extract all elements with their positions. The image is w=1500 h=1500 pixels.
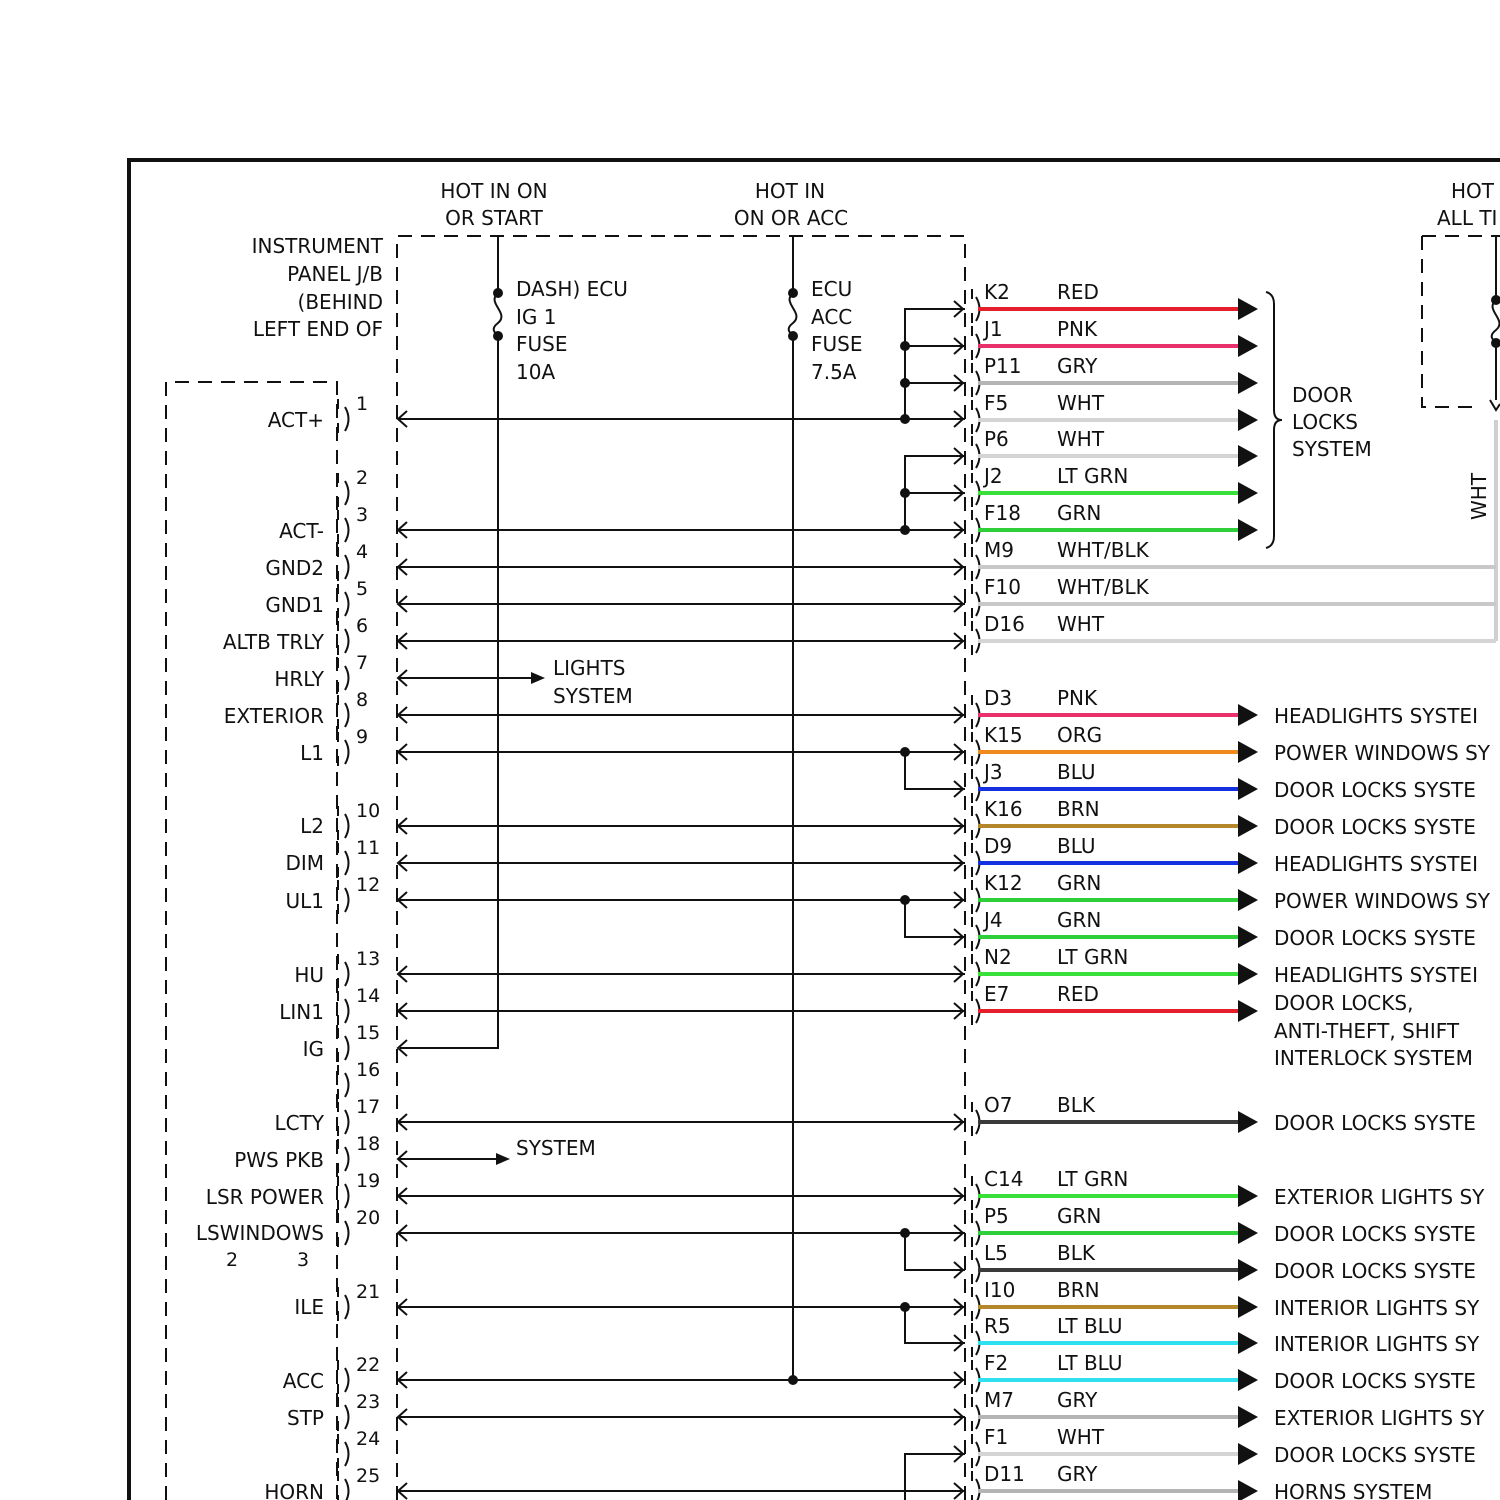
wire-pin-code: K16: [984, 797, 1023, 821]
ecu-pin-label: LCTY: [274, 1111, 324, 1135]
ecu-pin-label: DIM: [285, 851, 324, 875]
wire-pin-code: R5: [984, 1314, 1011, 1338]
wire-destination: POWER WINDOWS SY: [1274, 889, 1490, 913]
ecu-pin-number: 16: [356, 1059, 381, 1081]
ecu-pin-number: 18: [356, 1133, 381, 1155]
ecu-pin-number: 11: [356, 837, 381, 859]
ecu-pin-number: 22: [356, 1354, 381, 1376]
jb-connector-bracket: [972, 732, 980, 766]
wire-arrowhead: [1238, 1406, 1258, 1428]
jb-connector-bracket: [972, 289, 980, 323]
ecu-connector-bracket: [338, 473, 349, 507]
acc-fuse-icon: [789, 293, 797, 336]
wire-color-name: WHT/BLK: [1057, 538, 1149, 562]
wire-color-name: GRN: [1057, 1204, 1102, 1228]
jb-connector-bracket: [972, 363, 980, 397]
wire-color-name: RED: [1057, 982, 1099, 1006]
ecu-pin-label: EXTERIOR: [223, 704, 324, 728]
wire-arrowhead: [1238, 1185, 1258, 1207]
ecu-pin-label: GND2: [265, 556, 324, 580]
wire-color-name: GRN: [1057, 871, 1102, 895]
wire-color-name: BLK: [1057, 1093, 1095, 1117]
ecu-pin-number: 13: [356, 948, 381, 970]
jb-connector-bracket: [972, 1102, 980, 1136]
wire-arrowhead: [1238, 1369, 1258, 1391]
splice-dot: [900, 341, 910, 351]
jb-connector-bracket: [972, 917, 980, 951]
jb-label-line3: (BEHIND: [297, 290, 383, 314]
wire-arrowhead: [1238, 519, 1258, 541]
wire-pin-code: M9: [984, 538, 1014, 562]
wire-pin-code: D3: [984, 686, 1013, 710]
lights-system-arrow: [531, 672, 545, 684]
wire-pin-code: I10: [984, 1278, 1016, 1302]
ecu-pin-number: 3: [356, 504, 369, 526]
jb-connector-bracket: [972, 991, 980, 1025]
jb-connector-bracket: [972, 400, 980, 434]
wire-pin-code: J1: [984, 317, 1003, 341]
ecu-pin-number: 14: [356, 985, 381, 1007]
wire-color-name: RED: [1057, 280, 1099, 304]
ecu-connector-bracket: [338, 1102, 349, 1136]
wire-pin-code: M7: [984, 1388, 1014, 1412]
ecu-connector-bracket: [338, 991, 349, 1025]
ecu-pin-label: LIN1: [279, 1000, 324, 1024]
ecu-pin-label: ACC: [282, 1369, 324, 1393]
wire-destination: POWER WINDOWS SY: [1274, 741, 1490, 765]
ecu-pin-number: 17: [356, 1096, 381, 1118]
side-wire-label: WHT: [1467, 472, 1491, 520]
hot-all-times-line1: HOT: [1451, 179, 1494, 203]
door-locks-brace: [1266, 292, 1282, 548]
jb-connector-bracket: [972, 1434, 980, 1468]
wire-destination: DOOR LOCKS SYSTE: [1274, 1222, 1476, 1246]
wire-arrowhead: [1238, 815, 1258, 837]
wire-color-name: GRN: [1057, 908, 1102, 932]
wire-pin-code: P5: [984, 1204, 1009, 1228]
wire-pin-code: F18: [984, 501, 1021, 525]
ecu-pin-label: LSR POWER: [205, 1185, 324, 1209]
splice-dot: [900, 378, 910, 388]
wire-color-name: WHT: [1057, 427, 1105, 451]
ig1-bus-wire: [400, 336, 498, 1048]
output-wire-group: [972, 280, 1496, 1500]
ecu-pin-number: 25: [356, 1465, 381, 1487]
ecu-connector-bracket: [338, 806, 349, 840]
ecu-connector-bracket: [338, 954, 349, 988]
wire-arrowhead: [1238, 1259, 1258, 1281]
sub-label-3: 3: [296, 1249, 310, 1271]
system-arrow: [496, 1153, 510, 1165]
ecu-pin-label: HORN: [264, 1480, 324, 1500]
wire-pin-code: P6: [984, 427, 1009, 451]
jb-connector-bracket: [972, 1360, 980, 1394]
wire-arrowhead: [1238, 778, 1258, 800]
ecu-connector-bracket: [338, 695, 349, 729]
jb-label-line1: INSTRUMENT: [251, 234, 383, 258]
sub-label-2: 2: [225, 1249, 239, 1271]
ecu-pin-label: ALTB TRLY: [222, 630, 324, 654]
ecu-pin-label: ILE: [294, 1295, 324, 1319]
jb-connector-bracket: [972, 473, 980, 507]
acc-fuse-label-2: ACC: [811, 305, 853, 329]
ecu-pin-number: 10: [356, 800, 381, 822]
jb-connector-bracket: [972, 880, 980, 914]
ecu-connector-bracket: [338, 1434, 349, 1468]
wire-arrowhead: [1238, 335, 1258, 357]
ig1-fuse-label-2: IG 1: [516, 305, 557, 329]
jb-connector-bracket: [972, 843, 980, 877]
hot-all-times-fuse-icon: [1492, 300, 1500, 343]
acc-fuse-label-4: 7.5A: [811, 360, 857, 384]
multi-dest-3: INTERLOCK SYSTEM: [1274, 1046, 1473, 1070]
wire-color-name: ORG: [1057, 723, 1103, 747]
wire-arrowhead: [1238, 409, 1258, 431]
ecu-connector-bracket: [338, 843, 349, 877]
wire-color-name: GRY: [1057, 1462, 1098, 1486]
ecu-connector-bracket: [338, 1213, 349, 1247]
wire-color-name: BRN: [1057, 797, 1100, 821]
wire-destination: DOOR LOCKS SYSTE: [1274, 1111, 1476, 1135]
ecu-pin-label: STP: [287, 1406, 324, 1430]
wire-pin-code: K12: [984, 871, 1023, 895]
ig1-fuse-icon: [494, 293, 502, 336]
ecu-pin-number: 5: [356, 578, 369, 600]
wire-pin-code: J2: [984, 464, 1003, 488]
wire-pin-code: E7: [984, 982, 1010, 1006]
wire-destination: DOOR LOCKS SYSTE: [1274, 778, 1476, 802]
ecu-pin-label: HRLY: [274, 667, 324, 691]
wire-arrowhead: [1238, 963, 1258, 985]
ecu-outline: [166, 382, 337, 1500]
lights-system-1: LIGHTS: [553, 656, 626, 680]
ecu-pin-number: 8: [356, 689, 369, 711]
wire-color-name: BLU: [1057, 760, 1096, 784]
door-locks-group-3: SYSTEM: [1292, 437, 1372, 461]
ecu-pin-label: GND1: [265, 593, 324, 617]
jb-connector-bracket: [972, 547, 980, 581]
wire-destination: EXTERIOR LIGHTS SY: [1274, 1406, 1485, 1430]
ecu-pin-number: 4: [356, 541, 369, 563]
ecu-pin-number: 23: [356, 1391, 381, 1413]
ecu-connector-bracket: [338, 1287, 349, 1321]
wire-arrowhead: [1238, 889, 1258, 911]
wire-color-name: GRN: [1057, 501, 1102, 525]
hot-all-times-box: [1422, 236, 1480, 407]
ig1-fuse-label-1: DASH) ECU: [516, 277, 628, 301]
wire-pin-code: D9: [984, 834, 1013, 858]
jb-connector-bracket: [972, 621, 980, 655]
door-locks-group-1: DOOR: [1292, 383, 1353, 407]
wire-pin-code: O7: [984, 1093, 1013, 1117]
ecu-connector-bracket: [338, 584, 349, 618]
wire-pin-code: K15: [984, 723, 1023, 747]
wire-destination: DOOR LOCKS SYSTE: [1274, 815, 1476, 839]
ecu-connector-bracket: [338, 880, 349, 914]
ecu-connector-bracket: [338, 510, 349, 544]
ig1-fuse-label-4: 10A: [516, 360, 556, 384]
wire-destination: INTERIOR LIGHTS SY: [1274, 1332, 1480, 1356]
ecu-pin-number: 24: [356, 1428, 381, 1450]
wire-destination: HEADLIGHTS SYSTEI: [1274, 852, 1478, 876]
wire-arrowhead: [1238, 1000, 1258, 1022]
wire-color-name: LT GRN: [1057, 464, 1129, 488]
wire-destination: HORNS SYSTEM: [1274, 1480, 1433, 1500]
wire-arrowhead: [1238, 1296, 1258, 1318]
multi-dest-1: DOOR LOCKS,: [1274, 991, 1414, 1015]
wire-color-name: BLU: [1057, 834, 1096, 858]
jb-label-line2: PANEL J/B: [287, 262, 383, 286]
jb-connector-bracket: [972, 436, 980, 470]
wire-color-name: PNK: [1057, 317, 1098, 341]
jb-connector-bracket: [972, 326, 980, 360]
jb-connector-bracket: [972, 806, 980, 840]
jb-connector-bracket: [972, 1213, 980, 1247]
system-label: SYSTEM: [516, 1136, 596, 1160]
wire-destination: INTERIOR LIGHTS SY: [1274, 1296, 1480, 1320]
door-locks-group-2: LOCKS: [1292, 410, 1358, 434]
wire-destination: DOOR LOCKS SYSTE: [1274, 926, 1476, 950]
ecu-pin-number: 12: [356, 874, 381, 896]
wire-arrowhead: [1238, 1480, 1258, 1500]
wire-arrowhead: [1238, 741, 1258, 763]
splice-branch: [905, 309, 965, 419]
wire-destination: DOOR LOCKS SYSTE: [1274, 1443, 1476, 1467]
ecu-pin-number: 1: [356, 393, 369, 415]
wire-pin-code: N2: [984, 945, 1012, 969]
wire-destination: DOOR LOCKS SYSTE: [1274, 1369, 1476, 1393]
ecu-pin-label: LSWINDOWS: [195, 1221, 324, 1245]
lights-system-2: SYSTEM: [553, 684, 633, 708]
wire-pin-code: D16: [984, 612, 1025, 636]
splice-dot: [900, 488, 910, 498]
ecu-connector-bracket: [338, 1471, 349, 1500]
ecu-pin-number: 2: [356, 467, 369, 489]
wire-arrowhead: [1238, 482, 1258, 504]
wire-pin-code: L5: [984, 1241, 1008, 1265]
wire-color-name: LT BLU: [1057, 1314, 1123, 1338]
ecu-pin-number: 6: [356, 615, 369, 637]
jb-connector-bracket: [972, 1287, 980, 1321]
jb-connector-bracket: [972, 695, 980, 729]
wire-arrowhead: [1238, 298, 1258, 320]
ecu-connector-bracket: [338, 658, 349, 692]
wire-arrowhead: [1238, 1443, 1258, 1465]
ecu-pin-number: 19: [356, 1170, 381, 1192]
hot-all-times-connector: [1490, 400, 1500, 410]
wire-arrowhead: [1238, 445, 1258, 467]
wire-color-name: LT GRN: [1057, 945, 1129, 969]
wire-arrowhead: [1238, 1222, 1258, 1244]
wire-color-name: WHT/BLK: [1057, 575, 1149, 599]
jb-connector-bracket: [972, 769, 980, 803]
hot-on-start-line2: OR START: [445, 206, 543, 230]
acc-fuse-label-3: FUSE: [811, 332, 863, 356]
ecu-connector-bracket: [338, 1139, 349, 1173]
jb-connector-bracket: [972, 1397, 980, 1431]
ecu-pin-label: ACT-: [279, 519, 324, 543]
jb-connector-bracket: [972, 1323, 980, 1357]
wire-pin-code: J4: [984, 908, 1003, 932]
splice-dot: [900, 414, 910, 424]
ecu-pin-label: PWS PKB: [234, 1148, 324, 1172]
wire-pin-code: J3: [984, 760, 1003, 784]
wire-color-name: WHT: [1057, 1425, 1105, 1449]
wire-pin-code: F1: [984, 1425, 1009, 1449]
wire-destination: EXTERIOR LIGHTS SY: [1274, 1185, 1485, 1209]
wire-arrowhead: [1238, 852, 1258, 874]
ecu-connector-bracket: [338, 1065, 349, 1099]
ecu-pin-number: 9: [356, 726, 369, 748]
wire-color-name: PNK: [1057, 686, 1098, 710]
ecu-pin-label: L2: [300, 814, 324, 838]
wire-color-name: LT BLU: [1057, 1351, 1123, 1375]
ecu-pin-number: 7: [356, 652, 369, 674]
jb-wire-group: [398, 301, 965, 1500]
ecu-pin-label: UL1: [285, 889, 324, 913]
wire-destination: HEADLIGHTS SYSTEI: [1274, 704, 1478, 728]
hot-on-acc-line2: ON OR ACC: [733, 206, 849, 230]
ecu-pin-number: 20: [356, 1207, 381, 1229]
splice-dot: [900, 525, 910, 535]
wire-color-name: BRN: [1057, 1278, 1100, 1302]
ecu-pin-label: ACT+: [267, 408, 324, 432]
wire-pin-code: C14: [984, 1167, 1024, 1191]
jb-connector-bracket: [972, 510, 980, 544]
wire-color-name: WHT: [1057, 612, 1105, 636]
wire-color-name: LT GRN: [1057, 1167, 1129, 1191]
ecu-connector-bracket: [338, 1176, 349, 1210]
junction-block-outline: [397, 236, 965, 1500]
wire-arrowhead: [1238, 372, 1258, 394]
hot-on-acc-line1: HOT IN: [754, 179, 826, 203]
wire-color-name: GRY: [1057, 1388, 1098, 1412]
wire-arrowhead: [1238, 1332, 1258, 1354]
ecu-pin-group: [196, 393, 380, 1500]
wire-pin-code: D11: [984, 1462, 1025, 1486]
wire-pin-code: K2: [984, 280, 1010, 304]
ecu-connector-bracket: [338, 732, 349, 766]
ecu-pin-number: 21: [356, 1281, 381, 1303]
jb-connector-bracket: [972, 954, 980, 988]
wire-destination: DOOR LOCKS SYSTE: [1274, 1259, 1476, 1283]
jb-connector-bracket: [972, 1471, 980, 1500]
wire-pin-code: F10: [984, 575, 1021, 599]
jb-connector-bracket: [972, 1176, 980, 1210]
jb-connector-bracket: [972, 584, 980, 618]
ecu-pin-label: IG: [302, 1037, 324, 1061]
jb-label-line4: LEFT END OF: [252, 317, 383, 341]
wire-color-name: WHT: [1057, 391, 1105, 415]
wire-pin-code: F2: [984, 1351, 1009, 1375]
wire-destination: HEADLIGHTS SYSTEI: [1274, 963, 1478, 987]
ecu-connector-bracket: [338, 1028, 349, 1062]
ecu-pin-label: L1: [300, 741, 324, 765]
wire-arrowhead: [1238, 1111, 1258, 1133]
wire-color-name: GRY: [1057, 354, 1098, 378]
ecu-connector-bracket: [338, 1397, 349, 1431]
hot-on-start-line1: HOT IN ON: [440, 179, 548, 203]
wire-pin-code: P11: [984, 354, 1022, 378]
multi-dest-2: ANTI-THEFT, SHIFT: [1274, 1019, 1460, 1043]
ecu-connector-bracket: [338, 621, 349, 655]
ecu-pin-number: 15: [356, 1022, 381, 1044]
wire-pin-code: F5: [984, 391, 1009, 415]
wire-arrowhead: [1238, 926, 1258, 948]
jb-connector-bracket: [972, 1250, 980, 1284]
ecu-pin-label: HU: [294, 963, 324, 987]
ecu-connector-bracket: [338, 399, 349, 433]
hot-all-times-line2: ALL TI: [1437, 206, 1498, 230]
wire-arrowhead: [1238, 704, 1258, 726]
ecu-connector-bracket: [338, 1360, 349, 1394]
ig1-fuse-label-3: FUSE: [516, 332, 568, 356]
ecu-connector-bracket: [338, 547, 349, 581]
wire-color-name: BLK: [1057, 1241, 1095, 1265]
acc-fuse-label-1: ECU: [811, 277, 853, 301]
